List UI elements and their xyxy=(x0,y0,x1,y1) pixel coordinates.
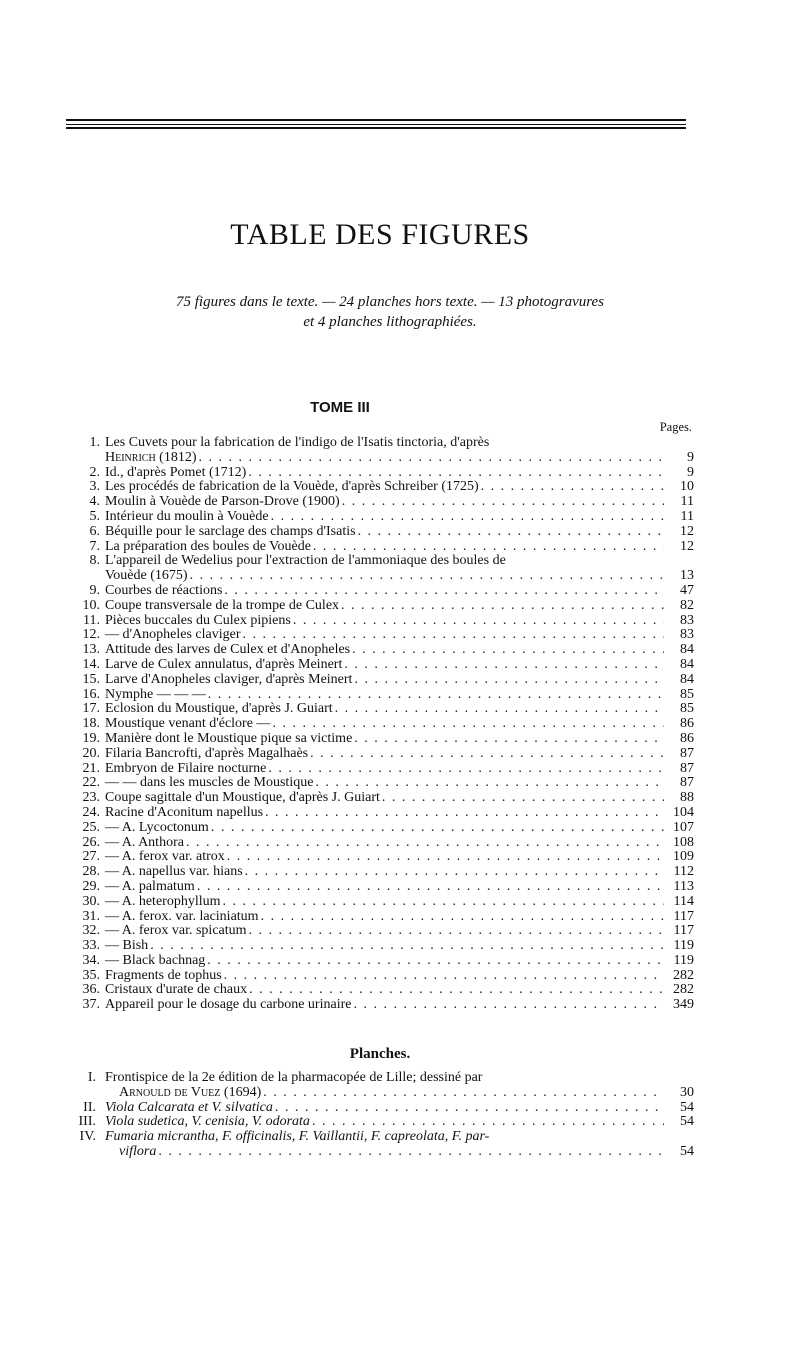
entry-text: Moustique venant d'éclore — xyxy=(105,716,271,732)
entry-page: 30 xyxy=(680,1084,694,1100)
entry-page: 119 xyxy=(673,938,694,954)
entry-page: 282 xyxy=(673,967,694,983)
figure-entry xyxy=(72,821,694,836)
figure-entry xyxy=(72,806,694,821)
entry-number: II. xyxy=(83,1099,96,1115)
planches-heading: Planches. xyxy=(349,1046,411,1062)
entry-page: 12 xyxy=(680,538,694,554)
entry-text-continued: Vouède (1675) xyxy=(105,568,188,584)
entry-text: Viola sudetica, V. cenisia, V. odorata xyxy=(105,1114,310,1130)
plate-entry xyxy=(72,1071,694,1101)
entry-text-continued: Arnould de Vuez (1694) xyxy=(119,1084,262,1100)
entry-number: 15. xyxy=(82,671,100,687)
figure-entry xyxy=(72,466,694,481)
entry-page: 108 xyxy=(673,834,694,850)
figure-entry xyxy=(72,983,694,998)
figure-entry xyxy=(72,540,694,555)
entry-page: 109 xyxy=(673,849,694,865)
entry-page: 9 xyxy=(687,449,694,465)
entry-number: 26. xyxy=(82,834,100,850)
entry-number: 33. xyxy=(82,938,100,954)
entry-text-continued: Heinrich (1812) xyxy=(105,449,197,465)
figure-entry xyxy=(72,495,694,510)
entry-number: 25. xyxy=(82,819,100,835)
entry-text: Cristaux d'urate de chaux xyxy=(105,982,248,998)
figure-entry xyxy=(72,599,694,614)
figure-entry xyxy=(72,998,694,1013)
entry-page: 11 xyxy=(680,508,694,524)
entry-page: 54 xyxy=(680,1114,694,1130)
entry-page: 87 xyxy=(680,760,694,776)
entry-text: — A. heterophyllum xyxy=(105,893,221,909)
plate-entry xyxy=(72,1115,694,1130)
entry-number: 17. xyxy=(82,701,100,717)
entry-number: 6. xyxy=(89,523,100,539)
entry-number: 28. xyxy=(82,864,100,880)
figure-entry xyxy=(72,895,694,910)
entry-text: — d'Anopheles claviger xyxy=(105,627,241,643)
entry-page: 11 xyxy=(680,494,694,510)
entry-number: 2. xyxy=(89,464,100,480)
entry-text: — A. Anthora xyxy=(105,834,184,850)
entry-number: 34. xyxy=(82,952,100,968)
entry-page: 86 xyxy=(680,716,694,732)
entry-page: 113 xyxy=(673,878,694,894)
entry-text: La préparation des boules de Vouède xyxy=(105,538,311,554)
entry-number: 12. xyxy=(82,627,100,643)
figure-entry xyxy=(72,436,694,466)
figure-entry xyxy=(72,688,694,703)
entry-number: 10. xyxy=(82,597,100,613)
entry-text: Viola Calcarata et V. silvatica xyxy=(105,1099,273,1115)
entry-number: 22. xyxy=(82,775,100,791)
entry-page: 112 xyxy=(673,864,694,880)
figure-entry xyxy=(72,910,694,925)
entry-page: 82 xyxy=(680,597,694,613)
figure-entry xyxy=(72,614,694,629)
entry-number: 13. xyxy=(82,642,100,658)
entry-text: — Black bachnag xyxy=(105,952,206,968)
entry-number: 27. xyxy=(82,849,100,865)
entry-page: 13 xyxy=(680,568,694,584)
entry-number: 32. xyxy=(82,923,100,939)
entry-text: — Bish xyxy=(105,938,149,954)
entry-page: 87 xyxy=(680,745,694,761)
figure-entry xyxy=(72,554,694,584)
entry-number: 24. xyxy=(82,804,100,820)
entry-text: Filaria Bancrofti, d'après Magalhaès xyxy=(105,745,309,761)
entry-number: 8. xyxy=(89,553,100,569)
entry-text: — A. palmatum xyxy=(105,878,195,894)
figure-entry xyxy=(72,643,694,658)
entry-page: 54 xyxy=(680,1099,694,1115)
subtitle-line-1: 75 figures dans le texte. — 24 planches hors texte. — 13 photogravures xyxy=(176,294,604,310)
entry-page: 84 xyxy=(680,671,694,687)
entry-page: 87 xyxy=(680,775,694,791)
entry-number: 35. xyxy=(82,967,100,983)
entry-page: 104 xyxy=(673,804,694,820)
entry-text: — A. ferox var. spicatum xyxy=(105,923,247,939)
figure-entry xyxy=(72,732,694,747)
entry-text: Id., d'après Pomet (1712) xyxy=(105,464,247,480)
entry-page: 117 xyxy=(673,908,694,924)
entry-text: Les Cuvets pour la fabrication de l'indigo de l'Isatis tinctoria, d'après xyxy=(105,435,490,450)
figure-entry xyxy=(72,776,694,791)
entry-page: 84 xyxy=(680,656,694,672)
entry-number: 5. xyxy=(89,508,100,524)
figure-entry xyxy=(72,584,694,599)
figure-entry xyxy=(72,880,694,895)
entry-text: Fragments de tophus xyxy=(105,967,222,983)
figure-entry xyxy=(72,673,694,688)
figure-entry xyxy=(72,525,694,540)
entry-text: Béquille pour le sarclage des champs d'Isatis xyxy=(105,523,356,539)
figure-entry xyxy=(72,762,694,777)
entry-page: 83 xyxy=(680,612,694,628)
figure-entry xyxy=(72,850,694,865)
entry-page: 107 xyxy=(673,819,694,835)
entry-text: — A. napellus var. hians xyxy=(105,864,243,880)
entry-page: 86 xyxy=(680,730,694,746)
header-rules xyxy=(66,119,686,129)
entry-text: Racine d'Aconitum napellus xyxy=(105,804,264,820)
entry-text: Coupe transversale de la trompe de Culex xyxy=(105,597,340,613)
entry-text: Les procédés de fabrication de la Vouède, d'après Schreiber (1725) xyxy=(105,479,479,495)
entry-text: Intérieur du moulin à Vouède xyxy=(105,508,269,524)
plate-entry xyxy=(72,1130,694,1160)
entry-text: Coupe sagittale d'un Moustique, d'après J. Guiart xyxy=(105,790,380,806)
entry-number: III. xyxy=(78,1114,96,1130)
figure-entry xyxy=(72,954,694,969)
entry-page: 54 xyxy=(680,1143,694,1159)
entry-page: 117 xyxy=(673,923,694,939)
entry-text: Pièces buccales du Culex pipiens xyxy=(105,612,291,628)
subtitle-line-2: et 4 planches lithographiées. xyxy=(303,314,477,330)
entry-text: — A. Lycoctonum xyxy=(105,819,209,835)
figure-entry xyxy=(72,480,694,495)
entry-text: Eclosion du Moustique, d'après J. Guiart xyxy=(105,701,333,717)
subtitle xyxy=(60,292,720,332)
entry-page: 88 xyxy=(680,790,694,806)
entry-number: IV. xyxy=(79,1129,96,1145)
entry-number: 36. xyxy=(82,982,100,998)
entry-number: 19. xyxy=(82,730,100,746)
entry-text: — A. ferox. var. laciniatum xyxy=(105,908,259,924)
entry-text: Nymphe — — — xyxy=(105,686,206,702)
figure-entry xyxy=(72,717,694,732)
entry-text: Larve d'Anopheles claviger, d'après Meinert xyxy=(105,671,353,687)
entry-number: 30. xyxy=(82,893,100,909)
entry-text: Attitude des larves de Culex et d'Anopheles xyxy=(105,642,351,658)
entry-text: Larve de Culex annulatus, d'après Meinert xyxy=(105,656,343,672)
figure-entry xyxy=(72,865,694,880)
figure-entry xyxy=(72,924,694,939)
figure-entry xyxy=(72,836,694,851)
entry-text: Courbes de réactions xyxy=(105,582,223,598)
entry-number: 7. xyxy=(89,538,100,554)
entry-number: 16. xyxy=(82,686,100,702)
entry-text: Manière dont le Moustique pique sa victime xyxy=(105,730,353,746)
entry-page: 10 xyxy=(680,479,694,495)
figure-entry xyxy=(72,791,694,806)
figure-entry xyxy=(72,969,694,984)
entry-text: Moulin à Vouède de Parson-Drove (1900) xyxy=(105,494,340,510)
entry-number: 23. xyxy=(82,790,100,806)
entry-page: 282 xyxy=(673,982,694,998)
entry-number: 20. xyxy=(82,745,100,761)
entry-page: 84 xyxy=(680,642,694,658)
entry-page: 83 xyxy=(680,627,694,643)
entry-number: 3. xyxy=(89,479,100,495)
entry-number: 31. xyxy=(82,908,100,924)
entry-text: Fumaria micrantha, F. officinalis, F. Vaillantii, F. capreolata, F. par- xyxy=(105,1129,490,1145)
entry-number: 14. xyxy=(82,656,100,672)
entry-number: 37. xyxy=(82,997,100,1013)
entry-page: 114 xyxy=(673,893,694,909)
tome-heading: TOME III xyxy=(310,399,370,416)
entry-text: — A. ferox var. atrox xyxy=(105,849,225,865)
entry-page: 119 xyxy=(673,952,694,968)
entry-page: 12 xyxy=(680,523,694,539)
entry-number: I. xyxy=(87,1070,96,1085)
figure-entry xyxy=(72,702,694,717)
entry-number: 9. xyxy=(89,582,100,598)
page-title: TABLE DES FIGURES xyxy=(230,218,530,251)
figure-entry xyxy=(72,628,694,643)
entry-page: 85 xyxy=(680,701,694,717)
entry-page: 47 xyxy=(680,582,694,598)
figure-entry xyxy=(72,658,694,673)
entry-page: 349 xyxy=(673,997,694,1013)
plate-entry xyxy=(72,1101,694,1116)
entry-page: 9 xyxy=(687,464,694,480)
entry-text: Appareil pour le dosage du carbone urinaire xyxy=(105,997,352,1013)
pages-label: Pages. xyxy=(659,420,692,434)
entry-number: 4. xyxy=(89,494,100,510)
entry-text-continued: viflora xyxy=(119,1143,157,1159)
entry-number: 11. xyxy=(83,612,100,628)
entry-text: L'appareil de Wedelius pour l'extraction de l'ammoniaque des boules de xyxy=(105,553,506,569)
entry-number: 18. xyxy=(82,716,100,732)
entry-text: Embryon de Filaire nocturne xyxy=(105,760,267,776)
figure-entry xyxy=(72,747,694,762)
entry-page: 85 xyxy=(680,686,694,702)
entry-number: 21. xyxy=(82,760,100,776)
figure-entry xyxy=(72,939,694,954)
entry-number: 29. xyxy=(82,878,100,894)
figure-entry xyxy=(72,510,694,525)
plate-list xyxy=(72,1071,694,1160)
entry-text: Frontispice de la 2e édition de la pharmacopée de Lille; dessiné par xyxy=(105,1070,483,1085)
entry-number: 1. xyxy=(89,435,100,450)
entry-text: — — dans les muscles de Moustique xyxy=(105,775,314,791)
figure-list xyxy=(72,436,694,1013)
